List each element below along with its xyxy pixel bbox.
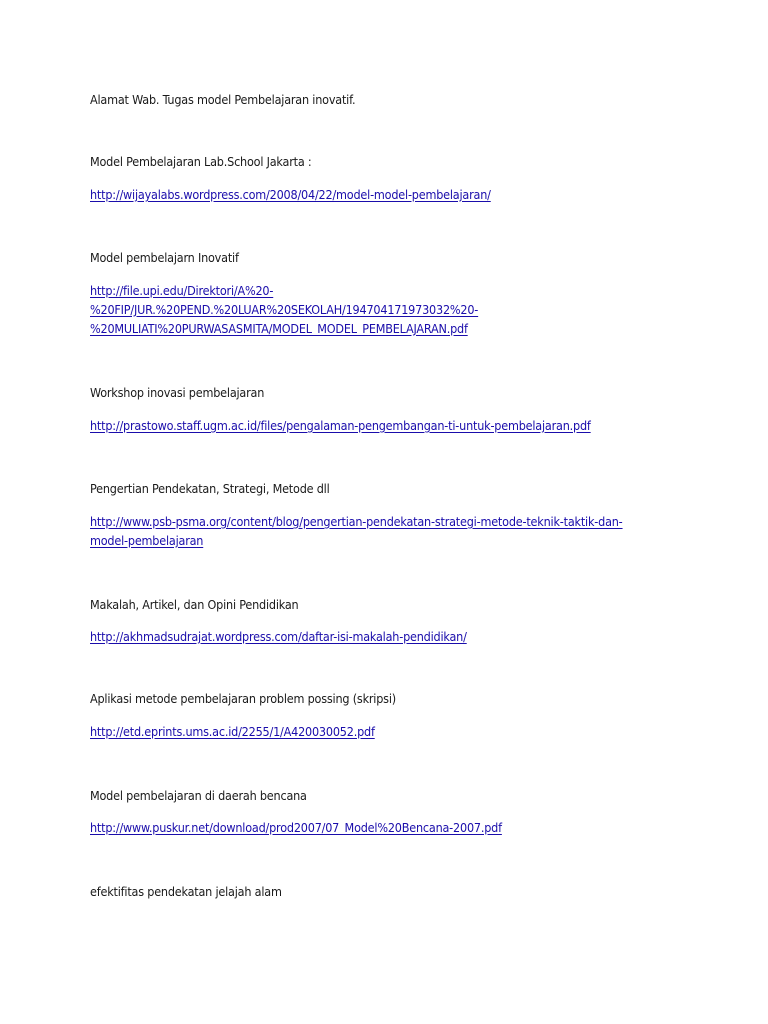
entry-heading: Workshop inovasi pembelajaran xyxy=(90,385,265,400)
document-title: Alamat Wab. Tugas model Pembelajaran inovatif. xyxy=(90,92,356,107)
entry-link[interactable]: http://etd.eprints.ums.ac.id/2255/1/A420030052.pdf xyxy=(90,724,375,739)
entry-heading: Pengertian Pendekatan, Strategi, Metode dll xyxy=(90,481,330,496)
entry-heading: Model pembelajaran di daerah bencana xyxy=(90,788,307,803)
entry-link[interactable]: http://akhmadsudrajat.wordpress.com/daftar-isi-makalah-pendidikan/ xyxy=(90,629,467,644)
entry-heading: efektifitas pendekatan jelajah alam xyxy=(90,884,282,899)
entry-link[interactable]: http://www.puskur.net/download/prod2007/07_Model%20Bencana-2007.pdf xyxy=(90,820,502,835)
entry-heading: Model pembelajarn Inovatif xyxy=(90,250,239,265)
entry-link[interactable]: http://www.psb-psma.org/content/blog/pengertian-pendekatan-strategi-metode-teknik-taktik-dan- xyxy=(90,514,623,529)
entry-link-continuation[interactable]: %20FIP/JUR.%20PEND.%20LUAR%20SEKOLAH/194704171973032%20- xyxy=(90,302,479,317)
entry-link[interactable]: http://file.upi.edu/Direktori/A%20- xyxy=(90,283,274,298)
entry-link[interactable]: http://wijayalabs.wordpress.com/2008/04/22/model-model-pembelajaran/ xyxy=(90,187,491,202)
entry-link-continuation[interactable]: model-pembelajaran xyxy=(90,533,204,548)
entry-heading: Makalah, Artikel, dan Opini Pendidikan xyxy=(90,597,299,612)
entry-heading: Model Pembelajaran Lab.School Jakarta : xyxy=(90,154,312,169)
entry-link-continuation[interactable]: %20MULIATI%20PURWASASMITA/MODEL_MODEL_PEMBELAJARAN.pdf xyxy=(90,321,468,336)
entry-link[interactable]: http://prastowo.staff.ugm.ac.id/files/pengalaman-pengembangan-ti-untuk-pembelajaran.pdf xyxy=(90,418,591,433)
entry-heading: Aplikasi metode pembelajaran problem possing (skripsi) xyxy=(90,691,396,706)
